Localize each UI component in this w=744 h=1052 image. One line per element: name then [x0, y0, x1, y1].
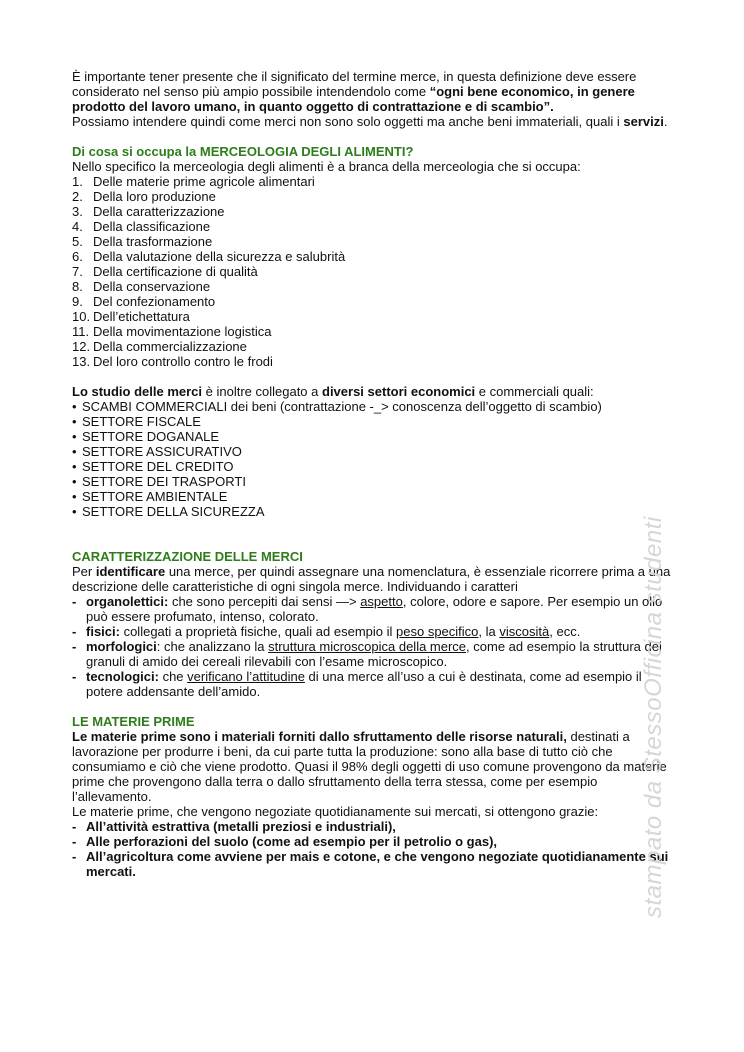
section-heading-merceologia: Di cosa si occupa la MERCEOLOGIA DEGLI ALIMENTI?: [72, 144, 414, 159]
list-item: • SETTORE FISCALE: [72, 414, 201, 429]
list-item: • SETTORE DEL CREDITO: [72, 459, 234, 474]
list-item: 9. Del confezionamento: [72, 294, 216, 309]
list-item: • SETTORE DEI TRASPORTI: [72, 474, 246, 489]
list-item: 3. Della caratterizzazione: [72, 204, 225, 219]
list-item: 13. Del loro controllo contro le frodi: [72, 354, 273, 369]
list-item: - All’agricoltura come avviene per mais e cotone, e che vengono negoziate quotidianamente sui mercati.: [72, 849, 669, 879]
document-page: [72, 69, 672, 879]
list-item: 2. Della loro produzione: [72, 189, 216, 204]
list-item: - morfologici: che analizzano la struttura microscopica della merce, come ad esempio la struttura dei granuli di amido dei cereali rilevabili con l’esame microscopico.: [72, 639, 662, 669]
watermark: stampato da StessoOfficina studenti: [640, 516, 667, 918]
list-item: • SCAMBI COMMERCIALI dei beni (contrattazione -_> conoscenza dell’oggetto di scambio): [72, 399, 602, 414]
list-item: 6. Della valutazione della sicurezza e salubrità: [72, 249, 346, 264]
list-item: 7. Della certificazione di qualità: [72, 264, 258, 279]
list-item: 1. Delle materie prime agricole alimentari: [72, 174, 315, 189]
materie-prime-paragraph-2: Le materie prime, che vengono negoziate quotidianamente sui mercati, si ottengono grazie:: [72, 804, 599, 819]
intro-paragraph-2: Possiamo intendere quindi come merci non sono solo oggetti ma anche beni immateriali, quali i servizi.: [72, 114, 668, 129]
materie-prime-paragraph: Le materie prime sono i materiali forniti dallo sfruttamento delle risorse naturali, destinati a lavorazione per produrre i beni, da cui parte tutta la produzione: sono alla base di tutto ciò che consumiamo e ciò che viene prodotto. Quasi il 98% degli oggetti di uso comune provengono da materie prime che provengono dalla terra o dallo sfruttamento della terra stessa, come per esempio l’allevamento.: [72, 729, 667, 804]
characters-list: [72, 594, 672, 699]
list-item: 5. Della trasformazione: [72, 234, 213, 249]
list-item: • SETTORE DOGANALE: [72, 429, 220, 444]
list-item: 10. Dell’etichettatura: [72, 309, 190, 324]
sectors-list: [72, 399, 672, 519]
list-item: • SETTORE DELLA SICUREZZA: [72, 504, 265, 519]
list-item: - All’attività estrattiva (metalli preziosi e industriali),: [72, 819, 396, 834]
list-item: 11. Della movimentazione logistica: [72, 324, 272, 339]
section-lead: Per identificare una merce, per quindi assegnare una nomenclatura, è essenziale ricorrere prima a una descrizione delle caratteristiche di ogni singola merce. Individuando i caratteri: [72, 564, 671, 594]
sectors-lead: Lo studio delle merci è inoltre collegato a diversi settori economici e commerciali quali:: [72, 384, 594, 399]
list-item: • SETTORE AMBIENTALE: [72, 489, 228, 504]
numbered-list: [72, 174, 672, 369]
list-item: • SETTORE ASSICURATIVO: [72, 444, 242, 459]
intro-paragraph: È importante tener presente che il significato del termine merce, in questa definizione deve essere considerato nel senso più ampio possibile intendendolo come “ogni bene economico, in genere prodotto del lavoro umano, in quanto oggetto di contrattazione e di scambio”.: [72, 69, 637, 114]
sources-list: [72, 819, 672, 879]
list-item: - tecnologici: che verificano l’attitudine di una merce all’uso a cui è destinata, come ad esempio il potere addensante dell’amido.: [72, 669, 642, 699]
list-item: - fisici: collegati a proprietà fisiche, quali ad esempio il peso specifico, la viscosità, ecc.: [72, 624, 581, 639]
list-item: 12. Della commercializzazione: [72, 339, 247, 354]
list-item: 4. Della classificazione: [72, 219, 211, 234]
section-heading-caratterizzazione: CARATTERIZZAZIONE DELLE MERCI: [72, 549, 303, 564]
section-heading-materie-prime: LE MATERIE PRIME: [72, 714, 195, 729]
list-item: - organolettici: che sono percepiti dai sensi —> aspetto, colore, odore e sapore. Per esempio un olio può essere profumato, intenso, colorato.: [72, 594, 663, 624]
list-item: 8. Della conservazione: [72, 279, 211, 294]
list-item: - Alle perforazioni del suolo (come ad esempio per il petrolio o gas),: [72, 834, 498, 849]
section-lead: Nello specifico la merceologia degli alimenti è a branca della merceologia che si occupa:: [72, 159, 581, 174]
